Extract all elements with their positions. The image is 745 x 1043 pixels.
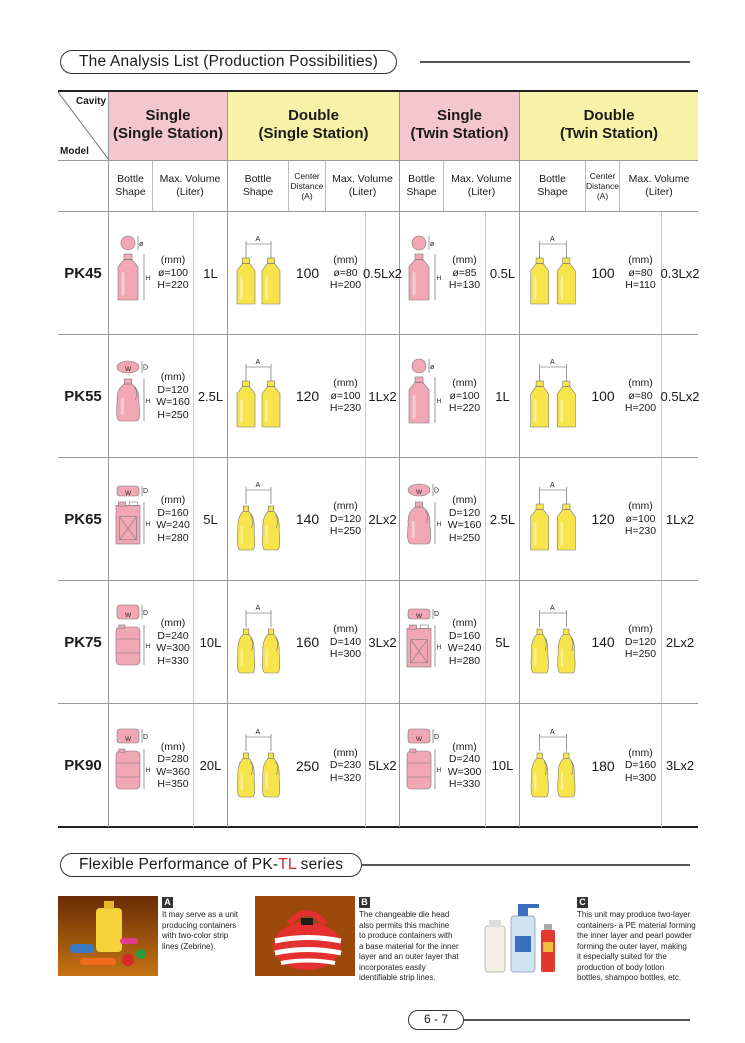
- subheader-max-volume: Max. Volume (Liter): [444, 161, 520, 211]
- corner-cavity-label: Cavity: [75, 96, 106, 107]
- subheader-center-distance: Center Distance (A): [289, 161, 326, 211]
- dimension-spec: [326, 458, 366, 580]
- svg-text:A: A: [550, 728, 555, 736]
- table-body: [58, 212, 698, 828]
- analysis-heading: [0, 50, 745, 76]
- svg-text:D: D: [143, 733, 149, 741]
- spec-line: (mm): [160, 740, 186, 753]
- dimension-spec: [444, 212, 486, 334]
- svg-text:W: W: [125, 490, 132, 497]
- svg-text:A: A: [550, 359, 555, 366]
- bottle-shape-g2: [228, 212, 289, 334]
- spec-line: H=110: [625, 279, 656, 292]
- spec-line: W=300: [447, 765, 482, 778]
- svg-text:W: W: [125, 612, 132, 619]
- subheader-center-distance: Center Distance (A): [586, 161, 620, 211]
- dimension-spec: [153, 458, 194, 580]
- feature-b-text: [359, 910, 469, 984]
- spec-line: H=280: [448, 654, 481, 667]
- spec-line: (mm): [628, 377, 653, 390]
- max-volume: 5L: [194, 458, 228, 580]
- feature-line: bottles, shampoo bottles, etc.: [577, 973, 682, 982]
- max-volume: 1L: [194, 212, 228, 334]
- feature-line: containers- a PE material forming: [577, 920, 696, 930]
- spec-line: (mm): [628, 254, 653, 267]
- feature-line: also permits this machine: [359, 920, 450, 930]
- spec-line: H=330: [448, 778, 481, 790]
- svg-text:D: D: [143, 364, 149, 372]
- feature-line: a base material for the inner: [359, 941, 459, 951]
- spec-line: (mm): [333, 500, 358, 513]
- dimension-spec: [153, 335, 194, 457]
- group-header-double-single: [228, 92, 400, 160]
- svg-text:D: D: [434, 611, 440, 618]
- spec-line: H=230: [624, 525, 657, 538]
- bottle-shape-g4: [520, 581, 586, 703]
- spec-line: (mm): [452, 740, 477, 753]
- feature-line: with two-color strip: [162, 931, 229, 940]
- center-distance: 140: [591, 634, 615, 650]
- table-row: [58, 458, 698, 581]
- spec-line: D=120: [157, 383, 189, 396]
- page-number: 6 - 7: [408, 1010, 464, 1030]
- spec-line: H=250: [448, 531, 481, 544]
- spec-line: (mm): [628, 500, 653, 513]
- subheader-max-volume: Max. Volume (Liter): [326, 161, 400, 211]
- spec-line: D=160: [448, 629, 481, 642]
- center-distance: 100: [591, 265, 615, 281]
- group-line2: (Twin Station): [410, 125, 509, 142]
- table-subheader: [58, 160, 698, 212]
- subheader-max-volume: Max. Volume (Liter): [153, 161, 228, 211]
- feature-line: to produce containers with: [359, 931, 453, 940]
- spec-line: D=280: [157, 753, 189, 765]
- dimension-spec: [444, 581, 486, 703]
- spec-line: D=140: [329, 635, 362, 648]
- svg-text:H: H: [145, 766, 151, 774]
- group-line1: Single: [436, 107, 482, 124]
- spec-line: (mm): [160, 617, 186, 629]
- svg-text:D: D: [434, 487, 440, 495]
- svg-text:D: D: [143, 488, 149, 495]
- max-volume: 10L: [486, 704, 520, 827]
- feature-a-letter: A: [162, 897, 173, 908]
- max-volume: 2.5L: [486, 458, 520, 580]
- center-distance: 100: [295, 265, 320, 281]
- center-distance: 100: [591, 388, 615, 404]
- bottle-shape-g3: [400, 704, 444, 827]
- page-rule: [464, 1019, 690, 1021]
- spec-line: D=230: [329, 759, 362, 772]
- bottle-shape-g1: [109, 335, 153, 457]
- spec-line: H=250: [157, 408, 189, 421]
- svg-text:H: H: [436, 275, 442, 282]
- svg-text:ø: ø: [430, 240, 435, 248]
- spec-line: (mm): [628, 746, 653, 759]
- dimension-spec: [620, 704, 662, 827]
- spec-line: W=160: [156, 396, 190, 408]
- spec-line: (mm): [452, 617, 477, 629]
- spec-line: W=240: [156, 519, 190, 531]
- dimension-spec: [326, 581, 366, 703]
- svg-text:D: D: [434, 733, 440, 741]
- max-volume: 1L: [486, 335, 520, 457]
- spec-line: (mm): [333, 254, 358, 267]
- corner-model-label: Model: [60, 146, 89, 157]
- max-volume: 0.5L: [486, 212, 520, 334]
- svg-text:W: W: [416, 613, 423, 620]
- spec-line: (mm): [452, 377, 477, 390]
- spec-line: ø=100: [330, 389, 361, 402]
- flex-heading: [0, 853, 745, 879]
- flex-title-prefix: Flexible Performance of PK-: [79, 856, 279, 873]
- feature-line: it especially suited for the: [577, 952, 667, 961]
- spec-line: ø=80: [628, 266, 653, 279]
- bottle-shape-g3: [400, 581, 444, 703]
- subheader-bottle-shape: Bottle Shape: [228, 161, 289, 211]
- svg-text:A: A: [255, 605, 261, 612]
- feature-line: production of body lotion: [577, 962, 665, 972]
- heading-rule: [420, 61, 690, 63]
- group-line2: (Twin Station): [559, 125, 659, 142]
- max-volume: 1Lx2: [366, 335, 400, 457]
- spec-line: H=220: [157, 279, 189, 292]
- dimension-spec: [444, 458, 486, 580]
- bottle-shape-g2: [228, 581, 289, 703]
- spec-line: D=160: [157, 506, 189, 519]
- dimension-spec: [444, 335, 486, 457]
- table-row: [58, 581, 698, 704]
- group-line2: (Single Station): [113, 125, 223, 142]
- center-distance: 180: [591, 757, 615, 774]
- spec-line: ø=100: [157, 266, 189, 279]
- feature-c-photo: [473, 896, 573, 976]
- bottle-shape-g4: [520, 704, 586, 827]
- feature-a-photo: [58, 896, 158, 976]
- dimension-spec: [620, 458, 662, 580]
- spec-line: W=160: [447, 519, 482, 531]
- feature-b-letter: B: [359, 897, 370, 908]
- spec-line: H=350: [157, 778, 189, 790]
- spec-line: ø=80: [333, 266, 358, 279]
- spec-line: (mm): [160, 254, 186, 267]
- subheader-bottle-shape: Bottle Shape: [400, 161, 444, 211]
- spec-line: D=240: [448, 753, 481, 765]
- model-name: PK75: [58, 581, 109, 703]
- spec-line: D=120: [448, 506, 481, 519]
- bottle-shape-g3: [400, 212, 444, 334]
- group-line1: Double: [288, 107, 339, 124]
- dimension-spec: [326, 335, 366, 457]
- dimension-spec: [153, 581, 194, 703]
- bottle-shape-g2: [228, 458, 289, 580]
- center-distance: 160: [295, 634, 320, 650]
- spec-line: H=230: [329, 402, 362, 415]
- bottle-shape-g1: [109, 212, 153, 334]
- center-distance: 250: [295, 757, 320, 774]
- center-distance: 120: [295, 388, 320, 404]
- spec-line: (mm): [333, 746, 358, 759]
- svg-text:A: A: [550, 482, 555, 489]
- feature-line: It may serve as a unit: [162, 910, 239, 919]
- svg-text:D: D: [143, 609, 149, 617]
- svg-text:H: H: [145, 275, 151, 282]
- svg-text:H: H: [436, 521, 442, 528]
- max-volume: 2Lx2: [366, 458, 400, 580]
- dimension-spec: [444, 704, 486, 827]
- svg-text:H: H: [145, 521, 151, 528]
- spec-line: H=300: [624, 771, 657, 784]
- spec-line: (mm): [628, 623, 653, 636]
- spec-line: H=250: [329, 525, 362, 538]
- group-line2: (Single Station): [258, 125, 369, 142]
- feature-c-text: [577, 910, 707, 984]
- svg-text:W: W: [416, 735, 423, 743]
- svg-text:H: H: [436, 398, 442, 405]
- max-volume: 1Lx2: [665, 511, 695, 527]
- spec-line: D=120: [624, 635, 657, 648]
- svg-text:W: W: [125, 735, 132, 743]
- feature-line: forming the outer layer, making: [577, 941, 687, 951]
- svg-text:A: A: [550, 236, 555, 243]
- group-line1: Double: [583, 107, 635, 124]
- svg-text:ø: ø: [139, 240, 144, 248]
- spec-line: (mm): [160, 371, 186, 383]
- spec-line: (mm): [333, 377, 358, 390]
- svg-text:H: H: [145, 398, 151, 405]
- spec-line: (mm): [452, 494, 477, 506]
- spec-line: H=220: [448, 402, 481, 415]
- bottle-shape-g3: [400, 335, 444, 457]
- subheader-blank: [58, 161, 109, 211]
- bottle-shape-g1: [109, 581, 153, 703]
- bottle-shape-g2: [228, 335, 289, 457]
- dimension-spec: [620, 581, 662, 703]
- bottle-shape-g1: [109, 458, 153, 580]
- svg-text:H: H: [436, 644, 442, 651]
- feature-line: This unit may produce two-layer: [577, 910, 691, 919]
- svg-text:A: A: [255, 482, 261, 489]
- spec-line: ø=85: [452, 266, 477, 279]
- dimension-spec: [153, 704, 194, 827]
- model-name: PK65: [58, 458, 109, 580]
- model-name: PK55: [58, 335, 109, 457]
- corner-cell: [58, 92, 109, 160]
- feature-line: The changeable die head: [359, 910, 450, 919]
- dimension-spec: [326, 704, 366, 827]
- max-volume: 2.5L: [194, 335, 228, 457]
- svg-text:W: W: [125, 366, 132, 373]
- analysis-table: [58, 90, 698, 828]
- subheader-bottle-shape: Bottle Shape: [520, 161, 586, 211]
- spec-line: H=130: [448, 279, 481, 292]
- bottle-shape-g2: [228, 704, 289, 827]
- svg-text:ø: ø: [430, 363, 435, 371]
- svg-text:A: A: [550, 605, 555, 612]
- flex-title-highlight: TL: [278, 856, 297, 873]
- spec-line: H=250: [624, 648, 657, 661]
- svg-text:H: H: [145, 643, 151, 650]
- spec-line: D=120: [329, 512, 362, 525]
- bottle-shape-g4: [520, 335, 586, 457]
- flex-title: [60, 853, 362, 877]
- feature-line: lines (Zebrine).: [162, 941, 216, 951]
- spec-line: H=200: [329, 279, 362, 292]
- feature-line: producing containers: [162, 920, 237, 930]
- table-header: [58, 92, 698, 160]
- max-volume: 0.5Lx2: [660, 388, 700, 404]
- table-row: [58, 212, 698, 335]
- max-volume: 10L: [194, 581, 228, 703]
- feature-a-text: [162, 910, 262, 952]
- max-volume: 20L: [194, 704, 228, 827]
- spec-line: ø=100: [625, 512, 656, 525]
- svg-text:A: A: [255, 359, 261, 366]
- spec-line: D=240: [157, 629, 189, 642]
- dimension-spec: [153, 212, 194, 334]
- dimension-spec: [326, 212, 366, 334]
- max-volume: 3Lx2: [366, 581, 400, 703]
- feature-b-photo: [255, 896, 355, 976]
- spec-line: H=200: [624, 402, 657, 415]
- max-volume: 2Lx2: [665, 634, 695, 650]
- spec-line: H=300: [329, 648, 362, 661]
- bottle-shape-g4: [520, 458, 586, 580]
- table-row: [58, 335, 698, 458]
- group-header-double-twin: [520, 92, 698, 160]
- bottle-shape-g1: [109, 704, 153, 827]
- spec-line: ø=80: [628, 389, 653, 402]
- spec-line: (mm): [333, 623, 358, 636]
- spec-line: D=160: [624, 759, 657, 772]
- max-volume: 0.3Lx2: [660, 265, 700, 281]
- subheader-max-volume: Max. Volume (Liter): [628, 173, 690, 198]
- feature-line: identifiable strip lines.: [359, 973, 436, 982]
- table-row: [58, 704, 698, 827]
- heading-rule: [362, 864, 690, 866]
- group-header-single-twin: [400, 92, 520, 160]
- model-name: PK45: [58, 212, 109, 334]
- svg-text:A: A: [255, 236, 261, 243]
- spec-line: W=240: [447, 642, 482, 654]
- spec-line: (mm): [452, 254, 477, 267]
- analysis-title: The Analysis List (Production Possibilities): [60, 50, 397, 74]
- feature-line: the inner layer and pearl powder: [577, 931, 692, 940]
- group-header-single-single: [109, 92, 228, 160]
- dimension-spec: [620, 335, 662, 457]
- spec-line: W=360: [156, 765, 190, 778]
- center-distance: 120: [591, 511, 615, 527]
- svg-text:W: W: [416, 489, 423, 496]
- bottle-shape-g3: [400, 458, 444, 580]
- model-name: PK90: [58, 704, 109, 827]
- feature-c-letter: C: [577, 897, 588, 908]
- spec-line: H=320: [329, 771, 362, 784]
- max-volume: 5L: [486, 581, 520, 703]
- dimension-spec: [620, 212, 662, 334]
- spec-line: (mm): [160, 494, 186, 506]
- subheader-bottle-shape: Bottle Shape: [109, 161, 153, 211]
- spec-line: ø=100: [449, 389, 480, 402]
- group-line1: Single: [145, 107, 191, 124]
- bottle-shape-g4: [520, 212, 586, 334]
- feature-line: incorporates easily: [359, 962, 426, 972]
- flex-title-suffix: series: [296, 856, 344, 873]
- svg-text:A: A: [255, 728, 261, 736]
- spec-line: H=330: [157, 654, 189, 667]
- feature-line: layer and an outer layer that: [359, 952, 459, 961]
- max-volume: 5Lx2: [366, 704, 400, 827]
- spec-line: W=300: [156, 642, 190, 654]
- center-distance: 140: [295, 511, 320, 527]
- spec-line: H=280: [157, 531, 189, 544]
- max-volume: 3Lx2: [665, 758, 695, 773]
- max-volume: 0.5Lx2: [366, 212, 400, 334]
- svg-text:H: H: [436, 766, 442, 774]
